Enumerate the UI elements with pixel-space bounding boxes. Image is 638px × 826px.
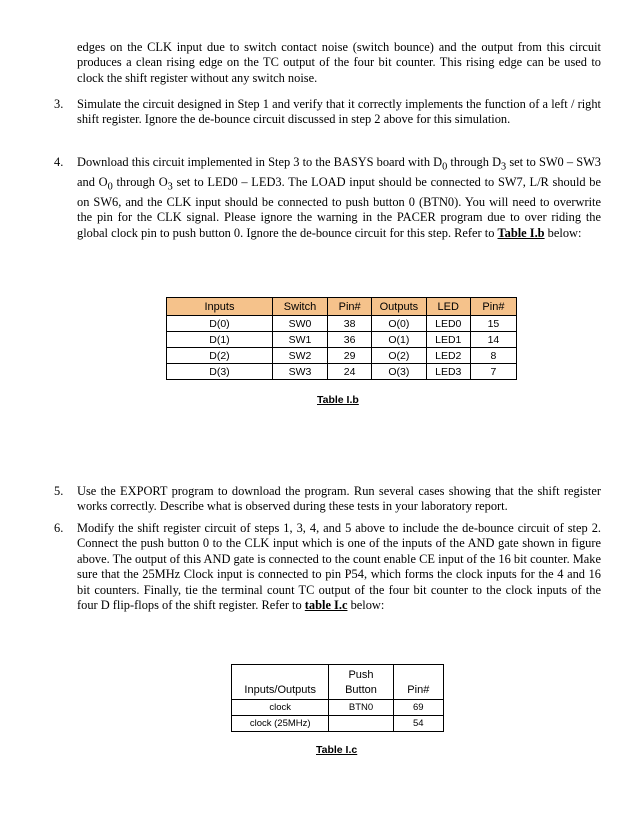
text-run: Modify the shift register circuit of steps 1, 3, 4, and 5 above to include the de-bounce circuit of step 2. Connect the push button 0 to the CLK input which is one of the inputs of the AND gate shown in figure above. The output of this AND gate is connected to the count enable CE input of the 16 bit counter. Make sure that the 25MHz Clock input is connected to pin P54, which forms the clock inputs for the 4 and 16 bit counters. Finally, tie the terminal count TC output of the four bit counter to the clock inputs of the four D flip-flops of the shift register. Refer to bbox=[77, 521, 601, 613]
table-cell: LED3 bbox=[426, 364, 470, 380]
table-header-row bbox=[167, 298, 517, 316]
table-cell: LED0 bbox=[426, 316, 470, 332]
table-cell: clock (25MHz) bbox=[232, 716, 329, 732]
table-cell: D(3) bbox=[167, 364, 273, 380]
subscript: 0 bbox=[442, 161, 448, 173]
table-cell: 69 bbox=[393, 700, 443, 716]
paragraph-step-3: Simulate the circuit designed in Step 1 and verify that it correctly implements the function of a left / right shift register. Ignore the de-bounce circuit discussed in step 2 above for this simulation. bbox=[77, 97, 601, 127]
item-number-3: 3. bbox=[54, 97, 64, 111]
table-row bbox=[167, 364, 517, 380]
text-run: below: bbox=[347, 598, 385, 613]
table-cell bbox=[329, 716, 393, 732]
table-cell: 54 bbox=[393, 716, 443, 732]
table-cell: SW1 bbox=[272, 332, 327, 348]
table-cell: O(3) bbox=[372, 364, 426, 380]
table-cell: 8 bbox=[470, 348, 516, 364]
item-number-4: 4. bbox=[54, 155, 64, 169]
table-cell: BTN0 bbox=[329, 700, 393, 716]
text-run: below: bbox=[544, 225, 582, 240]
text-run: through O bbox=[112, 174, 168, 189]
table-row bbox=[167, 332, 517, 348]
item-number-5: 5. bbox=[54, 484, 64, 498]
header-line: Push bbox=[348, 669, 374, 681]
table-cell: 38 bbox=[328, 316, 372, 332]
paragraph-continuation: edges on the CLK input due to switch contact noise (switch bounce) and the output from this circuit produces a clean rising edge on the TC output of the four bit counter. This rising edge can be used to clock the shift register without any switch noise. bbox=[77, 40, 601, 85]
table-cell: O(2) bbox=[372, 348, 426, 364]
table-cell: D(1) bbox=[167, 332, 273, 348]
column-header: Outputs bbox=[372, 298, 426, 316]
column-header: Pin# bbox=[393, 665, 443, 700]
table-cell: D(0) bbox=[167, 316, 273, 332]
table-cell: O(0) bbox=[372, 316, 426, 332]
paragraph-step-6 bbox=[77, 521, 601, 613]
column-header bbox=[329, 665, 393, 700]
table-cell: SW0 bbox=[272, 316, 327, 332]
text-run: set to SW0 – SW3 and O bbox=[77, 155, 601, 189]
item-number-6: 6. bbox=[54, 521, 64, 535]
table-cell: 29 bbox=[328, 348, 372, 364]
table-pin-assignments-b bbox=[166, 297, 517, 380]
subscript: 3 bbox=[167, 181, 173, 193]
text-run: set to LED0 – LED3. The LOAD input should be connected to SW7, L/R should be on SW6, and the CLK input should be connected to push button 0 (BTN0). You will need to overwrite the pin for the CLK signal. Please ignore the warning in the PACER program due to over riding the global clock pin to push button 0. Ignore the de-bounce circuit for this step. Refer to bbox=[77, 174, 601, 240]
table-cell: clock bbox=[232, 700, 329, 716]
table-row bbox=[167, 316, 517, 332]
text-run: Download this circuit implemented in Step 3 to the BASYS board with D bbox=[77, 155, 443, 169]
table-caption-c: Table I.c bbox=[316, 744, 358, 756]
table-row bbox=[232, 716, 444, 732]
column-header: LED bbox=[426, 298, 470, 316]
paragraph-step-4 bbox=[77, 155, 601, 241]
table-cell: O(1) bbox=[372, 332, 426, 348]
column-header: Pin# bbox=[328, 298, 372, 316]
table-cell: D(2) bbox=[167, 348, 273, 364]
table-cell: 15 bbox=[470, 316, 516, 332]
table-cell: LED2 bbox=[426, 348, 470, 364]
table-row bbox=[167, 348, 517, 364]
table-cell: 14 bbox=[470, 332, 516, 348]
column-header: Inputs/Outputs bbox=[232, 665, 329, 700]
table-cell: 36 bbox=[328, 332, 372, 348]
subscript: 0 bbox=[107, 181, 113, 193]
table-row bbox=[232, 700, 444, 716]
column-header: Inputs bbox=[167, 298, 273, 316]
paragraph-step-5: Use the EXPORT program to download the program. Run several cases showing that the shift register works correctly. Describe what is observed during these tests in your laboratory report. bbox=[77, 484, 601, 514]
text-run: through D bbox=[447, 155, 502, 169]
table-pin-assignments-c bbox=[231, 664, 444, 732]
table-cell: SW3 bbox=[272, 364, 327, 380]
table-caption-b: Table I.b bbox=[317, 394, 359, 406]
table-cell: 24 bbox=[328, 364, 372, 380]
header-line: Button bbox=[345, 684, 377, 696]
column-header: Switch bbox=[272, 298, 327, 316]
table-reference-link: Table I.b bbox=[497, 225, 545, 240]
table-header-row bbox=[232, 665, 444, 700]
table-cell: SW2 bbox=[272, 348, 327, 364]
column-header: Pin# bbox=[470, 298, 516, 316]
table-cell: 7 bbox=[470, 364, 516, 380]
subscript: 3 bbox=[501, 161, 507, 173]
table-reference-link: table I.c bbox=[304, 598, 348, 613]
table-cell: LED1 bbox=[426, 332, 470, 348]
